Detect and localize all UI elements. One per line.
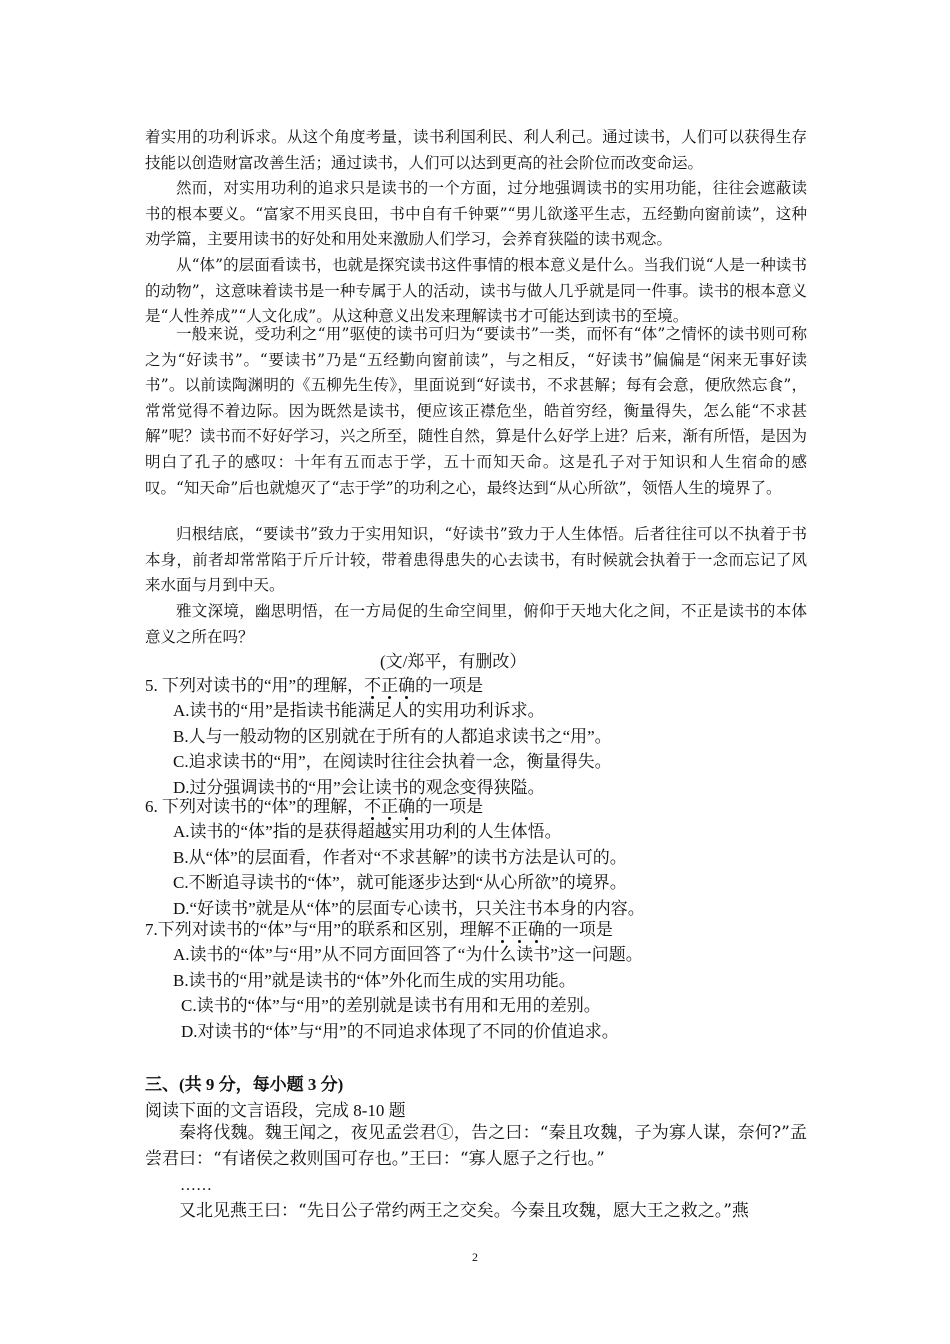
emphasis-char: 不 xyxy=(493,920,511,939)
stem-text: 的一项是 xyxy=(544,920,613,939)
option-c: C.不断追寻读书的“体”，就可能逐步达到“从心所欲”的境界。 xyxy=(173,873,627,893)
section-heading: 三、(共 9 分，每小题 3 分) xyxy=(145,1075,344,1094)
emphasis-char: 正 xyxy=(510,920,528,939)
stem-text: 的一项是 xyxy=(415,676,484,695)
emphasis-char: 正 xyxy=(381,797,399,816)
question-7 xyxy=(145,917,825,1044)
passage-source: (文/郑平，有删改） xyxy=(380,652,527,671)
classical-text-continued: 又北见燕王曰：“先日公子常约两王之交矣。今秦且攻魏，愿大王之救之。”燕 xyxy=(179,1201,749,1221)
ellipsis: …… xyxy=(180,1177,212,1194)
question-stem xyxy=(145,673,825,698)
passage-paragraph: 着实用的功利诉求。从这个角度考量，读书利国利民、利人利己。通过读书，人们可以获得生存技能以创造财富改善生活；通过读书，人们可以达到更高的社会阶位而改变命运。 xyxy=(145,128,807,172)
option-a: A.读书的“体”与“用”从不同方面回答了“为什么读书”这一问题。 xyxy=(173,945,643,965)
option-b: B.人与一般动物的区别就在于所有的人都追求读书之“用”。 xyxy=(173,726,612,746)
emphasis-char: 确 xyxy=(398,676,416,695)
emphasis-char: 正 xyxy=(381,676,399,695)
stem-text: 7.下列对读书的“体”与“用”的联系和区别，理解 xyxy=(145,920,494,939)
passage-paragraph: 归根结底，“要读书”致力于实用知识，“好读书”致力于人生体悟。后者往往可以不执着于书本身，前者却常常陷于斤斤计较，带着患得患失的心去读书，有时候就会执着于一念而忘记了风来水面与月到中天。 xyxy=(145,525,807,595)
emphasis-char: 确 xyxy=(398,797,416,816)
option-a: A.读书的“体”指的是获得超越实用功利的人生体悟。 xyxy=(173,822,562,842)
option-b: B.读书的“用”就是读书的“体”外化而生成的实用功能。 xyxy=(173,970,576,990)
passage-paragraph: 从“体”的层面看读书，也就是探究读书这件事情的根本意义是什么。当我们说“人是一种读书的动物”，这意味着读书是一种专属于人的活动，读书与做人几乎就是同一件事。读书的根本意义是“人性养成”“人文化成”。从这种意义出发来理解读书才可能达到读书的至境。 xyxy=(145,256,807,326)
option-c: C.追求读书的“用”，在阅读时往往会执着一念，衡量得失。 xyxy=(173,752,612,772)
section-instruction: 阅读下面的文言语段，完成 8-10 题 xyxy=(145,1101,406,1120)
stem-text: 的一项是 xyxy=(415,797,484,816)
passage-paragraph: 然而，对实用功利的追求只是读书的一个方面，过分地强调读书的实用功能，往往会遮蔽读书的根本要义。“富家不用买良田，书中自有千钟粟”“男儿欲遂平生志，五经勤向窗前读”，这种劝学篇，主要用读书的好处和用处来激励人们学习，会养育狭隘的读书观念。 xyxy=(145,179,807,249)
question-5 xyxy=(145,673,825,800)
option-d: D.对读书的“体”与“用”的不同追求体现了不同的价值追求。 xyxy=(181,1021,619,1041)
option-d: D.“好读书”就是从“体”的层面专心读书，只关注书本身的内容。 xyxy=(173,898,645,918)
option-c: C.读书的“体”与“用”的差别就是读书有用和无用的差别。 xyxy=(181,996,601,1016)
option-b: B.从“体”的层面看，作者对“不求甚解”的读书方法是认可的。 xyxy=(173,847,627,867)
emphasis-char: 确 xyxy=(527,920,545,939)
question-stem xyxy=(145,794,825,819)
question-stem xyxy=(145,917,825,942)
option-a: A.读书的“用”是指读书能满足人的实用功利诉求。 xyxy=(173,701,545,721)
option-d: D.过分强调读书的“用”会让读书的观念变得狭隘。 xyxy=(173,777,545,797)
page-number: 2 xyxy=(472,1250,478,1264)
emphasis-char: 不 xyxy=(364,797,382,816)
emphasis-char: 不 xyxy=(364,676,382,695)
stem-text: 6. 下列对读书的“体”的理解， xyxy=(145,797,365,816)
passage-paragraph: 一般来说，受功利之“用”驱使的读书可归为“要读书”一类，而怀有“体”之情怀的读书则可称之为“好读书”。“要读书”乃是“五经勤向窗前读”，与之相反，“好读书”偏偏是“闲来无事好读书”。以前读陶渊明的《五柳先生传》，里面说到“好读书，不求甚解；每有会意，便欣然忘食”，常常觉得不着边际。因为既然是读书，便应该正襟危坐，皓首穷经，衡量得失，怎么能“不求甚解”呢？读书而不好好学习，兴之所至，随性自然，算是什么好学上进？后来，渐有所悟，是因为明白了孔子的感叹：十年有五而志于学，五十而知天命。这是孔子对于知识和人生宿命的感叹。“知天命”后也就熄灭了“志于学”的功利之心，最终达到“从心所欲”，领悟人生的境界了。 xyxy=(145,325,807,497)
passage-paragraph: 雅文深境，幽思明悟，在一方局促的生命空间里，俯仰于天地大化之间，不正是读书的本体意义之所在吗？ xyxy=(145,602,807,646)
question-6 xyxy=(145,794,825,921)
classical-text: 秦将伐魏。魏王闻之，夜见孟尝君①，告之曰：“秦且攻魏，子为寡人谋，奈何?”孟尝君曰：“有诸侯之救则国可存也。”王曰：“寡人愿子之行也。” xyxy=(145,1123,807,1169)
stem-text: 5. 下列对读书的“用”的理解， xyxy=(145,676,365,695)
